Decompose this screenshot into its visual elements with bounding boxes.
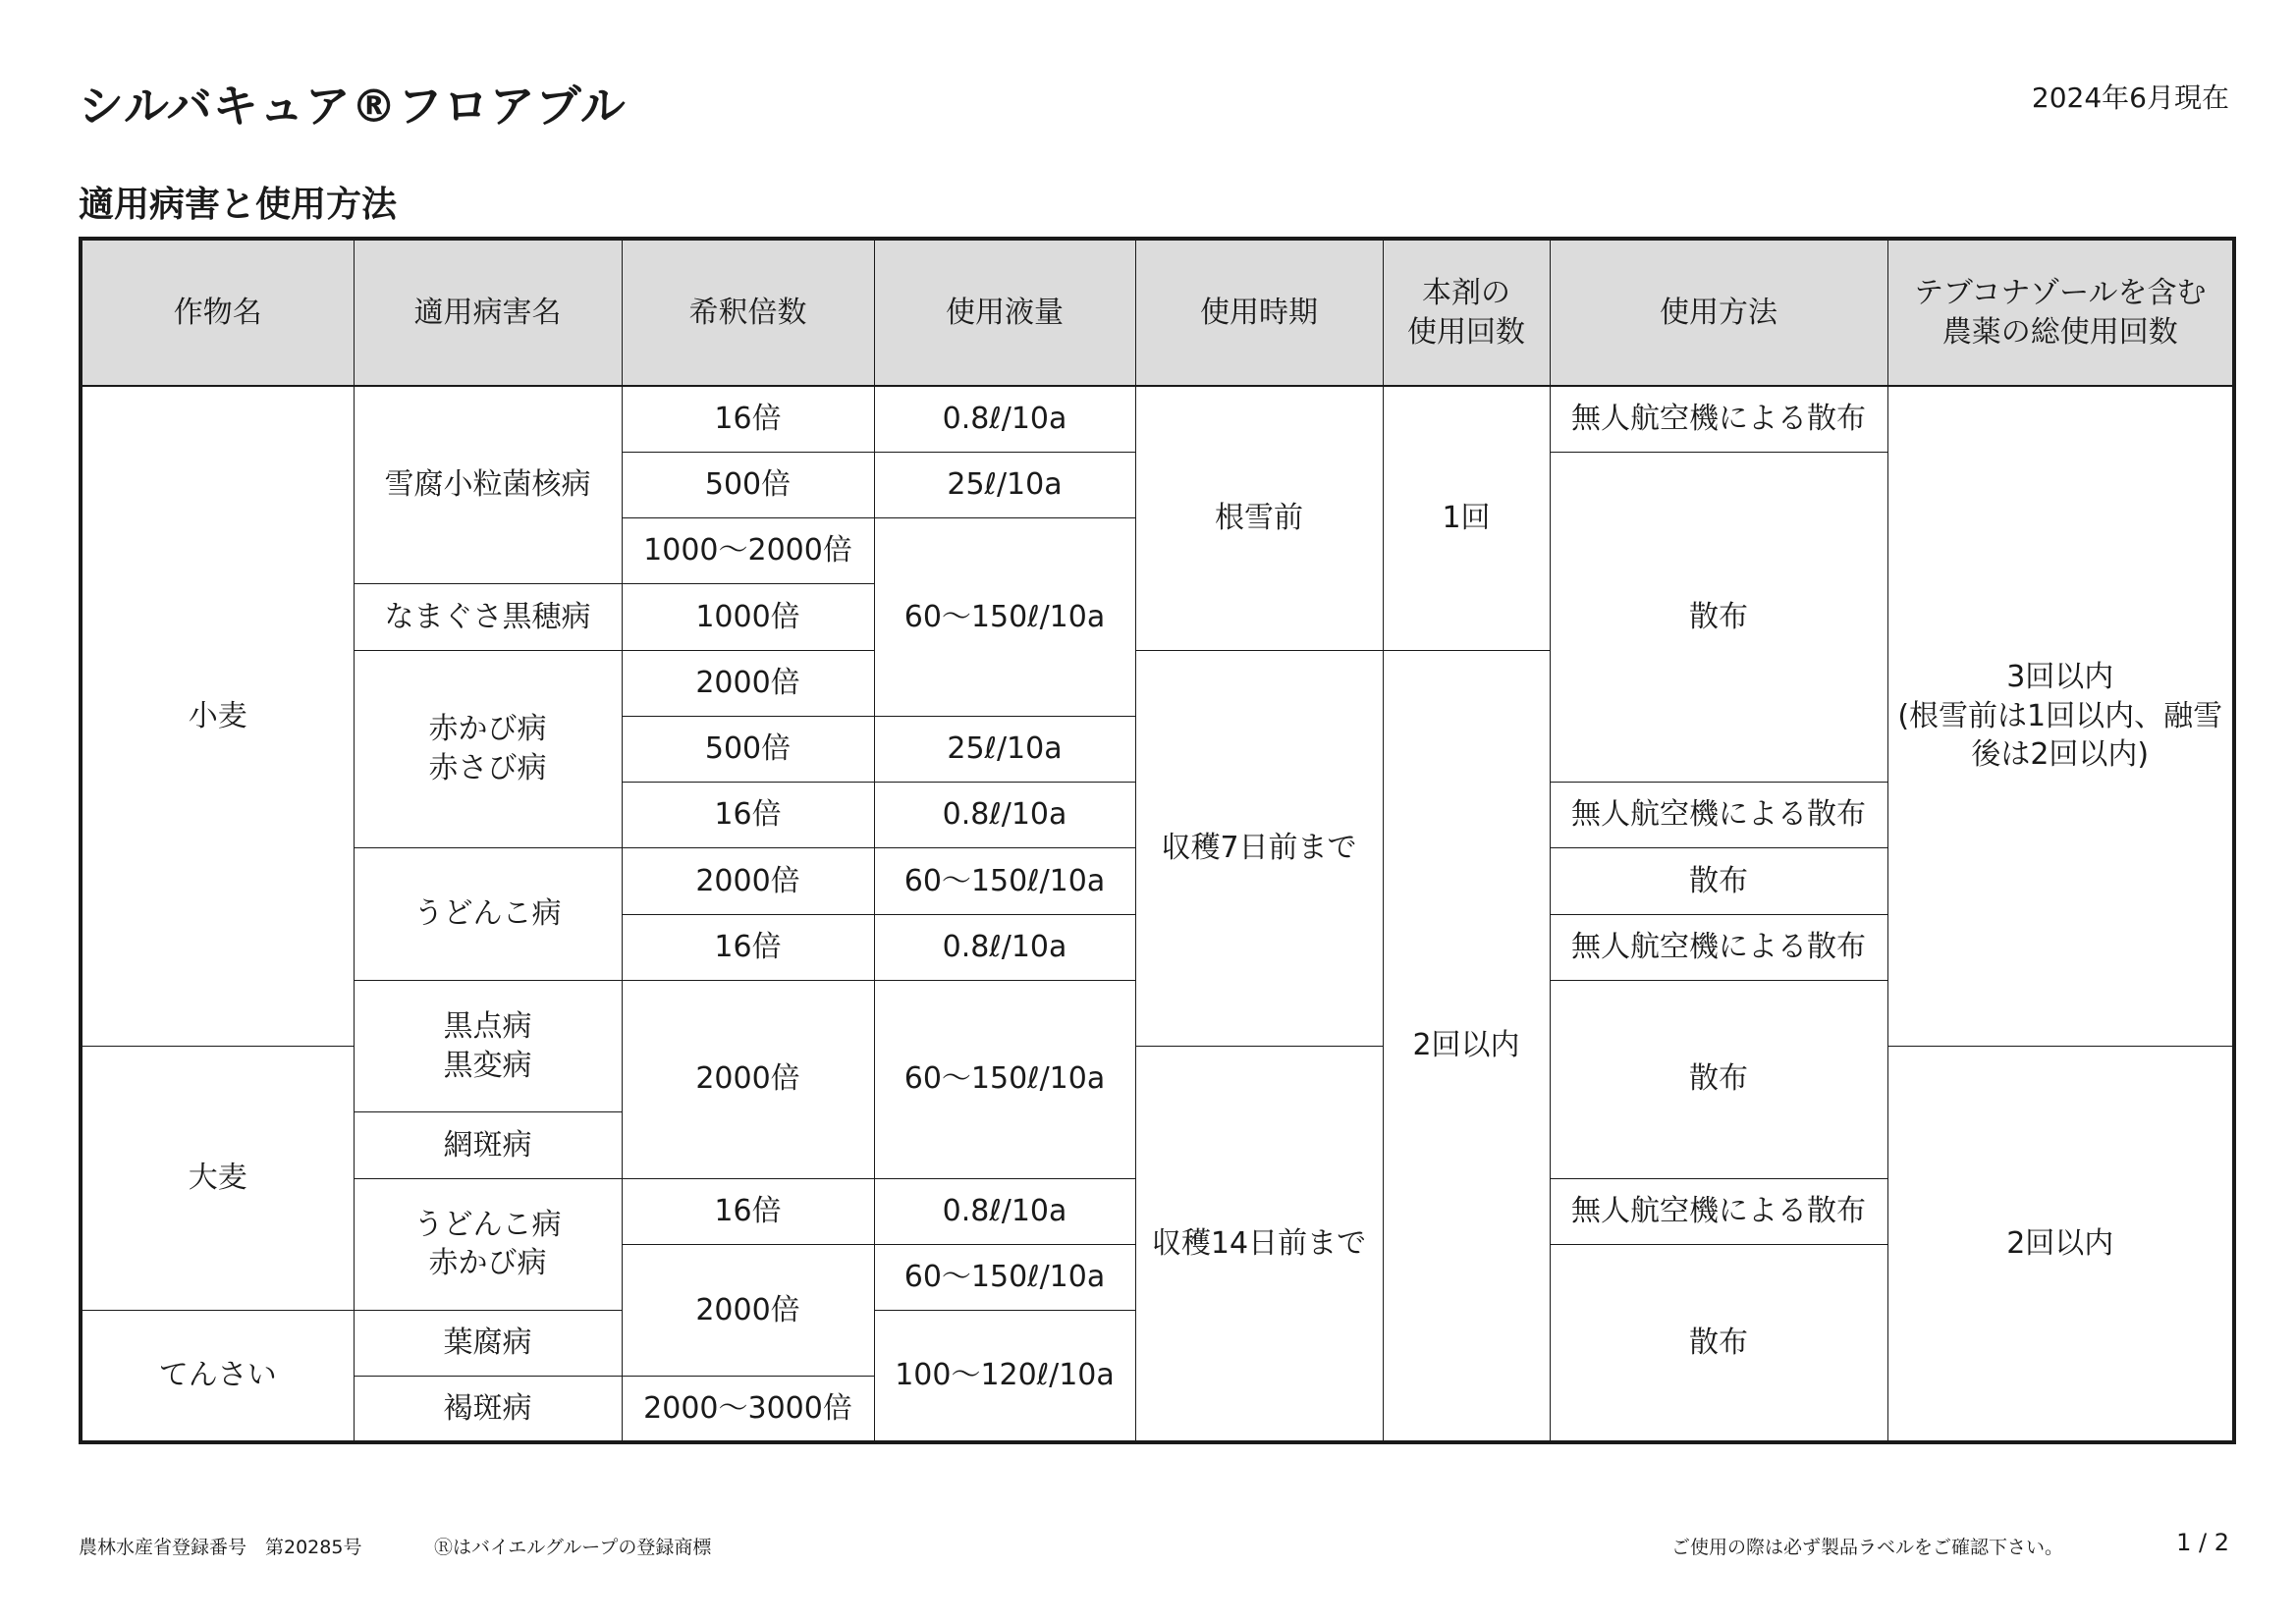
disease-cell: 網斑病 [354, 1112, 622, 1178]
method-cell: 無人航空機による散布 [1550, 783, 1887, 848]
crop-cell: 大麦 [81, 1047, 354, 1311]
disease-cell: 黒点病 黒変病 [354, 980, 622, 1112]
volume-cell: 60〜150ℓ/10a [874, 848, 1135, 914]
table-header-row [81, 239, 2234, 386]
count-cell: 1回 [1383, 386, 1550, 650]
dilution-cell: 16倍 [622, 783, 874, 848]
header-method: 使用方法 [1550, 239, 1887, 386]
dilution-cell: 1000〜2000倍 [622, 518, 874, 584]
volume-cell: 0.8ℓ/10a [874, 914, 1135, 980]
method-cell: 散布 [1550, 452, 1887, 782]
header-disease: 適用病害名 [354, 239, 622, 386]
disease-cell: 葉腐病 [354, 1311, 622, 1377]
method-cell: 散布 [1550, 980, 1887, 1178]
volume-cell: 25ℓ/10a [874, 452, 1135, 517]
header-crop: 作物名 [81, 239, 354, 386]
total-count-cell: 2回以内 [1887, 1047, 2234, 1443]
page-number: 1 / 2 [2176, 1529, 2229, 1556]
dilution-cell: 2000倍 [622, 650, 874, 716]
volume-cell: 60〜150ℓ/10a [874, 1244, 1135, 1310]
dilution-cell: 2000倍 [622, 848, 874, 914]
volume-cell: 0.8ℓ/10a [874, 386, 1135, 452]
label-notice: ご使用の際は必ず製品ラベルをご確認下さい。 [1671, 1537, 2064, 1558]
header-volume: 使用液量 [874, 239, 1135, 386]
document-date: 2024年6月現在 [2031, 81, 2229, 114]
disease-cell: 褐斑病 [354, 1377, 622, 1442]
timing-cell: 根雪前 [1135, 386, 1383, 650]
trademark-note: Ⓡはバイエルグループの登録商標 [434, 1537, 712, 1558]
method-cell: 無人航空機による散布 [1550, 914, 1887, 980]
dilution-cell: 16倍 [622, 386, 874, 452]
timing-cell: 収穫7日前まで [1135, 650, 1383, 1047]
method-cell: 無人航空機による散布 [1550, 386, 1887, 452]
volume-cell: 0.8ℓ/10a [874, 783, 1135, 848]
dilution-cell: 16倍 [622, 914, 874, 980]
dilution-cell: 2000〜3000倍 [622, 1377, 874, 1442]
crop-cell: てんさい [81, 1311, 354, 1443]
dilution-cell: 500倍 [622, 452, 874, 517]
table-row [81, 386, 2234, 452]
dilution-cell: 500倍 [622, 716, 874, 782]
document-title: シルバキュア®フロアブル [79, 80, 627, 133]
registration-number: 農林水産省登録番号 第20285号 [79, 1537, 362, 1558]
timing-cell: 収穫14日前まで [1135, 1047, 1383, 1443]
volume-cell: 60〜150ℓ/10a [874, 980, 1135, 1178]
volume-cell: 0.8ℓ/10a [874, 1178, 1135, 1244]
disease-cell: うどんこ病 [354, 848, 622, 981]
volume-cell: 100〜120ℓ/10a [874, 1311, 1135, 1443]
method-cell: 散布 [1550, 1244, 1887, 1442]
dilution-cell: 2000倍 [622, 1244, 874, 1377]
disease-cell: なまぐさ黒穂病 [354, 584, 622, 650]
crop-cell: 小麦 [81, 386, 354, 1047]
section-title: 適用病害と使用方法 [79, 185, 398, 225]
total-count-cell: 3回以内 (根雪前は1回以内、融雪後は2回以内) [1887, 386, 2234, 1047]
disease-cell: 雪腐小粒菌核病 [354, 386, 622, 584]
dilution-cell: 16倍 [622, 1178, 874, 1244]
count-cell: 2回以内 [1383, 650, 1550, 1442]
dilution-cell: 1000倍 [622, 584, 874, 650]
disease-cell: うどんこ病 赤かび病 [354, 1178, 622, 1311]
usage-table [79, 237, 2236, 1444]
method-cell: 無人航空機による散布 [1550, 1178, 1887, 1244]
header-total-count: テブコナゾールを含む 農薬の総使用回数 [1887, 239, 2234, 386]
header-count: 本剤の 使用回数 [1383, 239, 1550, 386]
volume-cell: 60〜150ℓ/10a [874, 518, 1135, 717]
disease-cell: 赤かび病 赤さび病 [354, 650, 622, 848]
header-dilution: 希釈倍数 [622, 239, 874, 386]
volume-cell: 25ℓ/10a [874, 716, 1135, 782]
method-cell: 散布 [1550, 848, 1887, 914]
dilution-cell: 2000倍 [622, 980, 874, 1178]
header-timing: 使用時期 [1135, 239, 1383, 386]
